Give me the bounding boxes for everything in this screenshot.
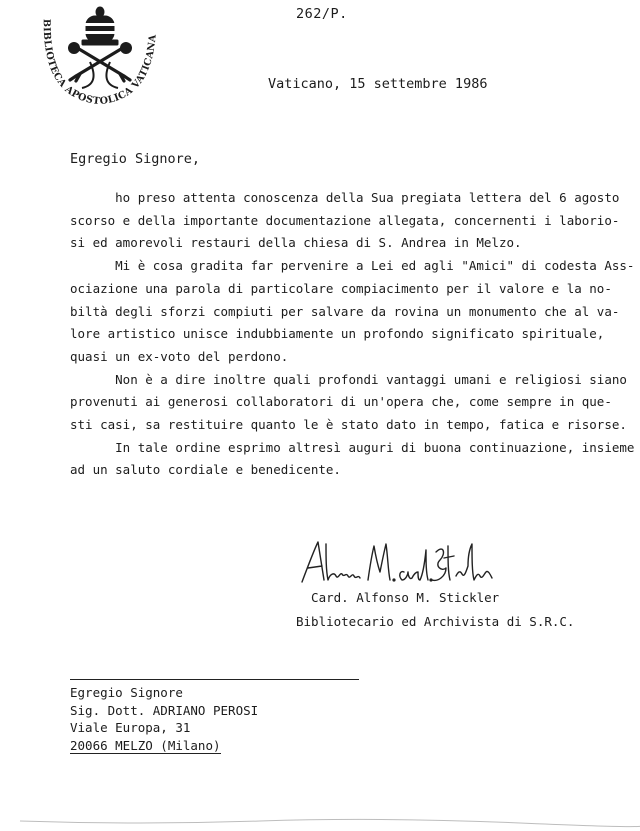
address-city-line (70, 737, 258, 755)
body-line: Mi è cosa gradita far pervenire a Lei ed agli "Amici" di codesta Ass- (70, 258, 635, 274)
body-line: provenuti ai generosi collaboratori di un'opera che, come sempre in que- (70, 394, 612, 410)
address-line: Egregio Signore (70, 685, 183, 700)
body-line: In tale ordine esprimo altresì auguri di buona continuazione, insieme (70, 439, 635, 455)
dateline: Vaticano, 15 settembre 1986 (268, 76, 488, 92)
scan-edge-shadow (0, 811, 640, 831)
signer-title: Bibliotecario ed Archivista di S.R.C. (296, 614, 575, 629)
body-line: ociazione una parola di particolare compiacimento per il valore e la no- (70, 280, 612, 296)
vatican-library-seal (30, 2, 170, 114)
body-line: lore artistico unisce indubbiamente un profondo significato spirituale, (70, 326, 605, 342)
body-line: ho preso attenta conoscenza della Sua pregiata lettera del 6 agosto (70, 190, 620, 205)
body-line: Non è a dire inoltre quali profondi vantaggi umani e religiosi siano (70, 371, 627, 387)
address-divider (70, 679, 359, 680)
signer-name: Card. Alfonso M. Stickler (296, 590, 500, 605)
signer-block (296, 586, 574, 634)
body-line: si ed amorevoli restauri della chiesa di S. Andrea in Melzo. (70, 235, 522, 251)
svg-text:BIBLIOTECA APOSTOLICA VATICANA: BIBLIOTECA APOSTOLICA VATICANA (40, 18, 159, 108)
address-line: Viale Europa, 31 (70, 720, 191, 735)
handwritten-signature (296, 536, 496, 588)
salutation: Egregio Signore, (70, 151, 201, 167)
body-line: quasi un ex-voto del perdono. (70, 348, 289, 364)
address-city: 20066 MELZO (Milano) (70, 737, 221, 753)
protocol-number: 262/P. (296, 6, 348, 22)
papal-tiara-icon (82, 7, 118, 45)
recipient-address (70, 684, 258, 754)
body-line: scorso e della importante documentazione allegata, concernenti i laborio- (70, 212, 620, 228)
letter-body (70, 187, 635, 482)
body-line: sti casi, sa restituire quanto le è stato dato in tempo, fatica e risorse. (70, 417, 627, 433)
address-line: Sig. Dott. ADRIANO PEROSI (70, 702, 259, 718)
body-line: ad un saluto cordiale e benedicente. (70, 462, 341, 478)
body-line: biltà degli sforzi compiuti per salvare da rovina un monumento che al va- (70, 303, 620, 319)
